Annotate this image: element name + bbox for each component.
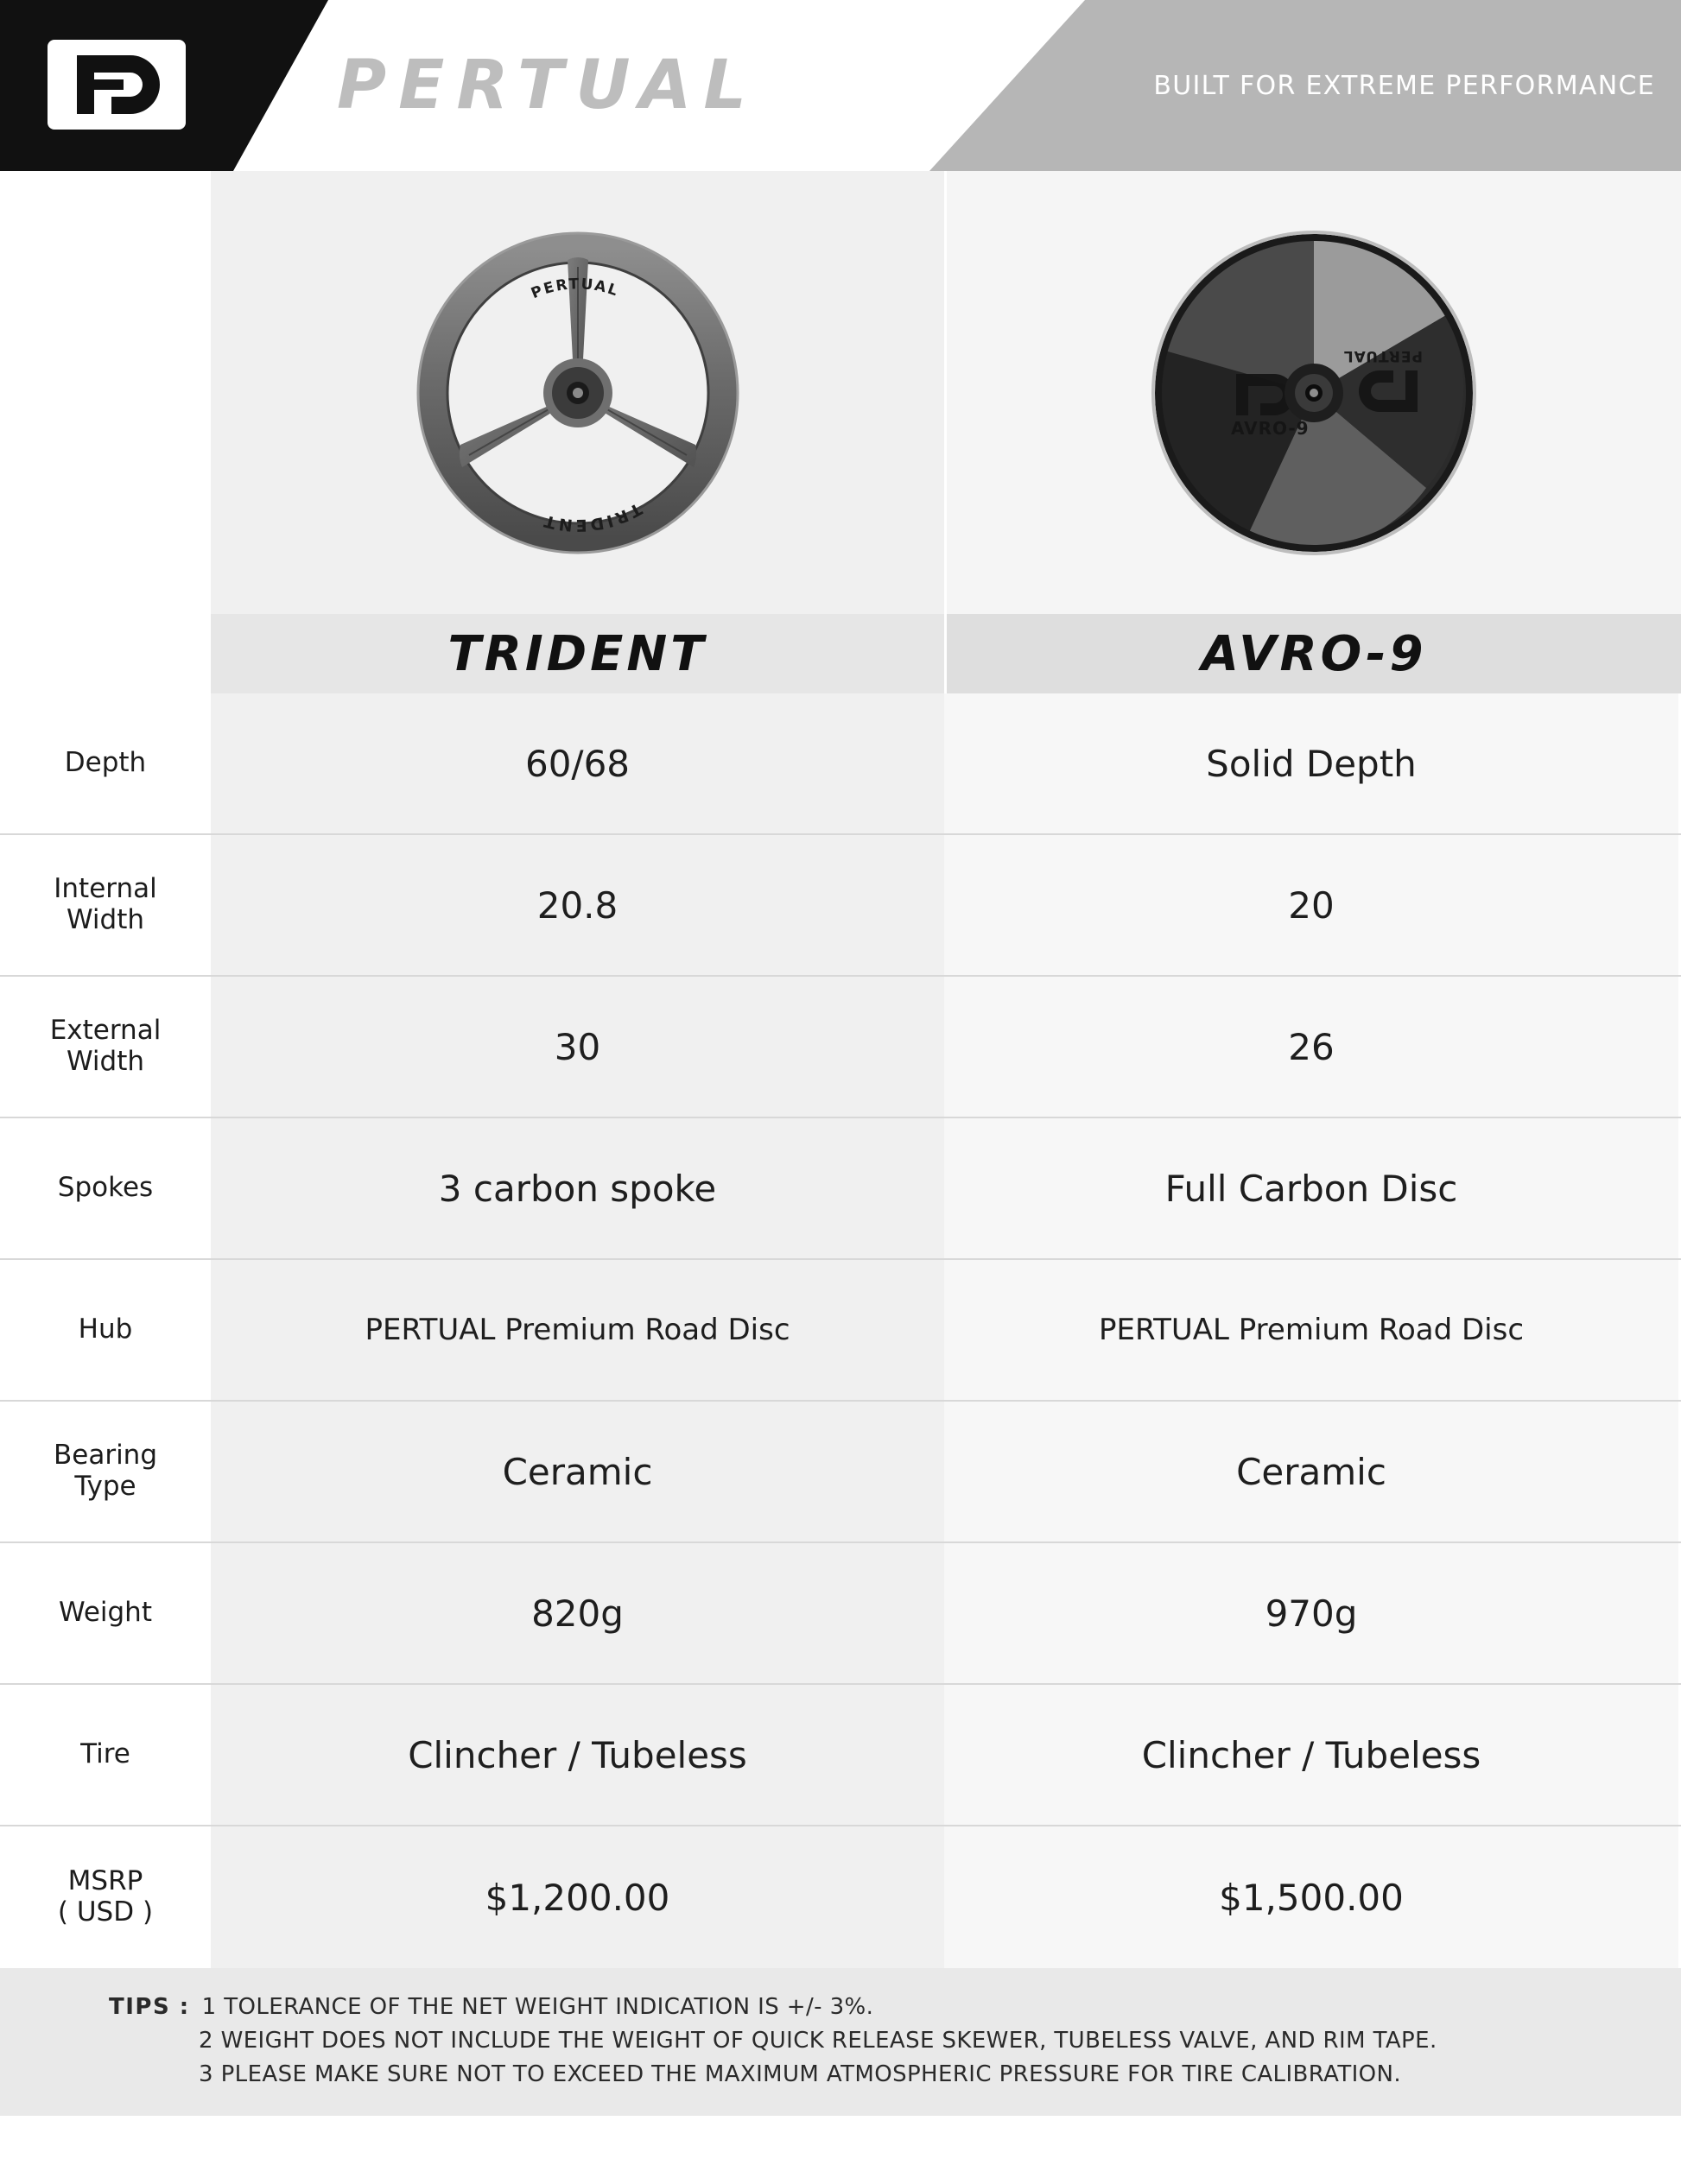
spec-label-internal-width — [0, 835, 211, 975]
spec-value-hub-avro9: PERTUAL Premium Road Disc — [944, 1260, 1678, 1400]
spec-label-tire: Tire — [0, 1685, 211, 1825]
tips-footer — [0, 1968, 1681, 2116]
spec-label-msrp — [0, 1826, 211, 1968]
table-row — [0, 1402, 1681, 1543]
trident-3-spoke-carbon-wheel-image — [405, 220, 751, 566]
svg-text:PERTUAL: PERTUAL — [528, 275, 621, 302]
tip-line-1: 1 TOLERANCE OF THE NET WEIGHT INDICATION IS +/- 3%. — [201, 1994, 874, 2020]
spec-label-spokes: Spokes — [0, 1118, 211, 1258]
spec-value-tire-trident: Clincher / Tubeless — [211, 1685, 944, 1825]
tip-line-2: 2 WEIGHT DOES NOT INCLUDE THE WEIGHT OF QUICK RELEASE SKEWER, TUBELESS VALVE, AND RIM TAPE. — [199, 2028, 1437, 2054]
table-row — [0, 1543, 1681, 1685]
table-row — [0, 835, 1681, 977]
spec-value-depth-avro9: Solid Depth — [944, 693, 1678, 833]
spec-label-line1: Bearing — [53, 1440, 158, 1472]
spec-value-weight-trident: 820g — [211, 1543, 944, 1683]
header-tagline: BUILT FOR EXTREME PERFORMANCE — [1153, 71, 1655, 101]
pertual-p-logo-icon — [48, 40, 186, 130]
spec-table — [0, 693, 1681, 1968]
spec-value-msrp-trident: $1,200.00 — [211, 1826, 944, 1968]
product-image-cell-trident — [211, 171, 944, 614]
tips-label: TIPS : — [109, 1994, 190, 2020]
spec-value-external-width-avro9: 26 — [944, 977, 1678, 1117]
svg-text:TRIDENT: TRIDENT — [539, 498, 645, 535]
spec-label-line1: MSRP — [67, 1865, 143, 1897]
table-row — [0, 1260, 1681, 1402]
spec-label-depth: Depth — [0, 693, 211, 833]
spec-value-external-width-trident: 30 — [211, 977, 944, 1117]
product-name-avro9: AVRO-9 — [947, 614, 1681, 693]
brand-name: PERTUAL — [337, 47, 759, 124]
spec-label-weight: Weight — [0, 1543, 211, 1683]
spec-label-line2: Width — [66, 1046, 145, 1077]
spec-value-msrp-avro9: $1,500.00 — [944, 1826, 1678, 1968]
spec-value-internal-width-avro9: 20 — [944, 835, 1678, 975]
svg-text:AVRO-9: AVRO-9 — [1231, 417, 1310, 439]
page-header — [0, 0, 1681, 171]
spec-label-bearing-type — [0, 1402, 211, 1541]
spec-label-line2: ( USD ) — [57, 1896, 154, 1928]
table-row — [0, 1826, 1681, 1968]
spec-value-tire-avro9: Clincher / Tubeless — [944, 1685, 1678, 1825]
table-row — [0, 1685, 1681, 1826]
product-image-row — [0, 171, 1681, 614]
product-image-cell-avro9 — [947, 171, 1681, 614]
spec-label-line2: Width — [66, 904, 145, 935]
product-name-row — [0, 614, 1681, 693]
spec-label-line1: External — [49, 1015, 162, 1047]
spec-value-bearing-type-trident: Ceramic — [211, 1402, 944, 1541]
spec-label-hub: Hub — [0, 1260, 211, 1400]
svg-text:PERTUAL: PERTUAL — [1342, 346, 1423, 364]
product-name-trident: TRIDENT — [211, 614, 944, 693]
spec-value-hub-trident: PERTUAL Premium Road Disc — [211, 1260, 944, 1400]
tip-line-3: 3 PLEASE MAKE SURE NOT TO EXCEED THE MAXIMUM ATMOSPHERIC PRESSURE FOR TIRE CALIBRATION. — [199, 2061, 1402, 2087]
avro-9-full-carbon-disc-wheel-image — [1141, 220, 1487, 566]
spec-value-weight-avro9: 970g — [944, 1543, 1678, 1683]
spec-value-spokes-trident: 3 carbon spoke — [211, 1118, 944, 1258]
table-row — [0, 693, 1681, 835]
spec-value-depth-trident: 60/68 — [211, 693, 944, 833]
spec-value-spokes-avro9: Full Carbon Disc — [944, 1118, 1678, 1258]
spec-value-internal-width-trident: 20.8 — [211, 835, 944, 975]
spec-label-line1: Internal — [54, 873, 157, 905]
spec-value-bearing-type-avro9: Ceramic — [944, 1402, 1678, 1541]
table-row — [0, 1118, 1681, 1260]
spec-label-line2: Type — [74, 1471, 136, 1502]
spec-label-external-width — [0, 977, 211, 1117]
table-row — [0, 977, 1681, 1118]
